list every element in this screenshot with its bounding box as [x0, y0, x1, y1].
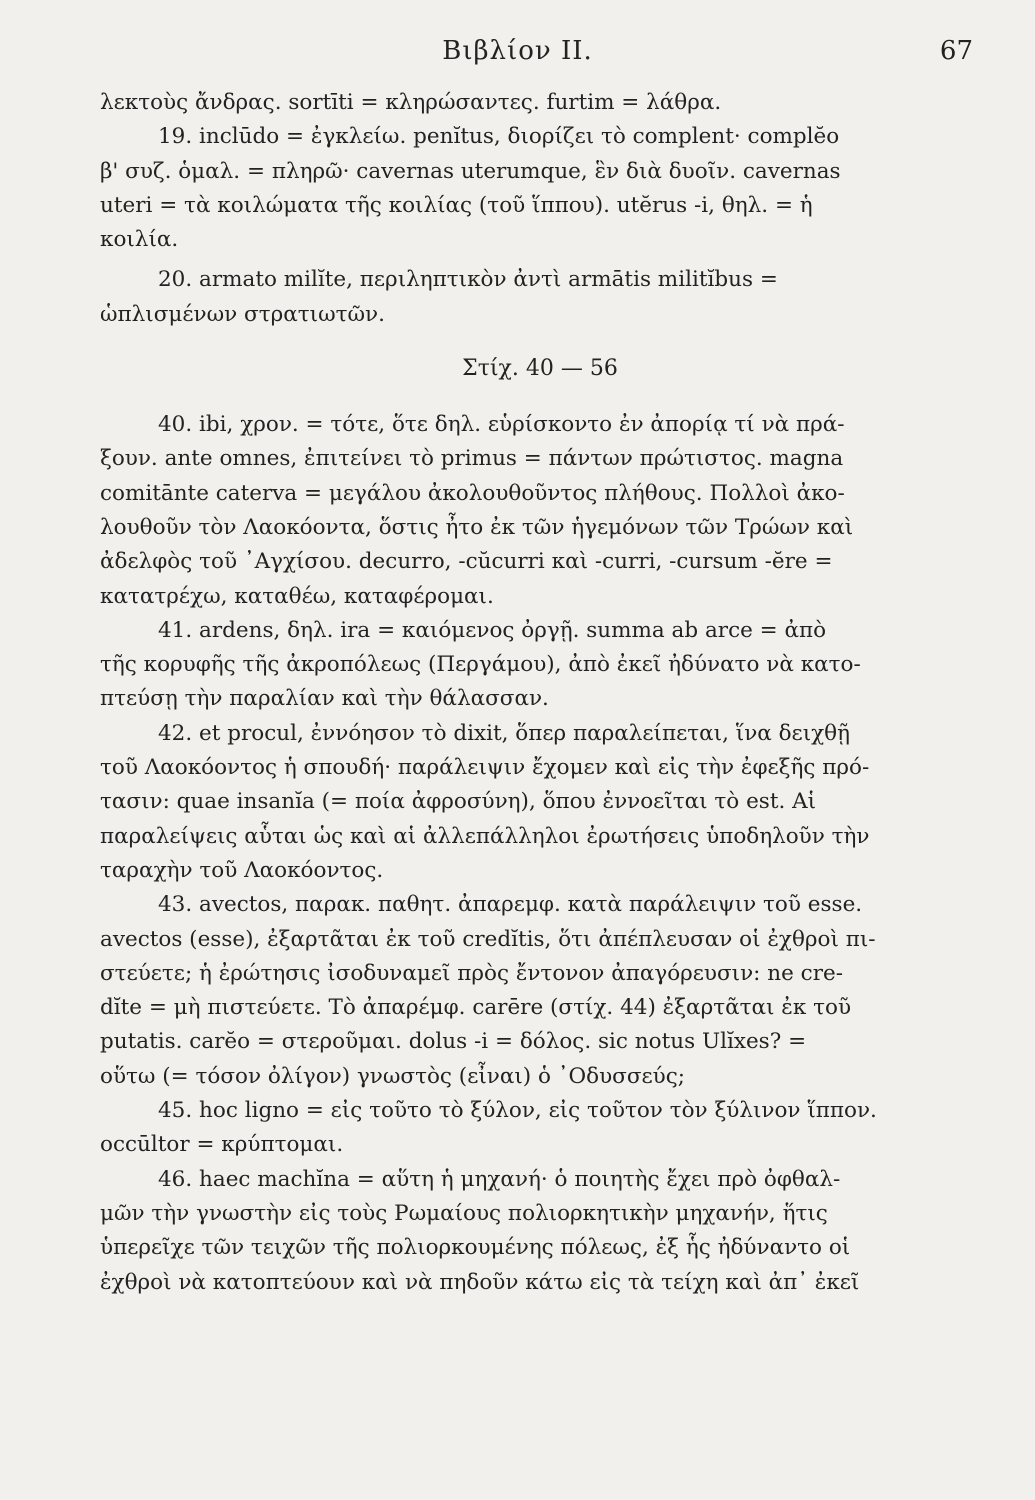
text-line: λουθοῦν τὸν Λαοκόοντα, ὅστις ἦτο ἐκ τῶν ἡγεμόνων τῶν Τρώων καὶ — [100, 514, 854, 540]
running-head — [0, 36, 1035, 76]
note-43-start: 43. avectos, παρακ. παθητ. ἀπαρεμφ. κατὰ παράλειψιν τοῦ esse. — [158, 892, 863, 918]
text-line: τοῦ Λαοκόοντος ἡ σπουδή· παράλειψιν ἔχομεν καὶ εἰς τὴν ἐφεξῆς πρό- — [100, 755, 870, 781]
text-line: ἀδελφὸς τοῦ ᾿Αγχίσου. decurro, -cŭcurri καὶ -curri, -cursum -ĕre = — [100, 549, 833, 575]
text-line: τῆς κορυφῆς τῆς ἀκροπόλεως (Περγάμου), ἀπὸ ἐκεῖ ἠδύνατο νὰ κατο- — [100, 652, 861, 678]
text-line: ξουν. ante omnes, ἐπιτείνει τὸ primus = πάντων πρώτιστος. magna — [100, 446, 844, 472]
text-line: putatis. carĕo = στεροῦμαι. dolus -i = δόλος. sic notus Ulĭxes? = — [100, 1029, 807, 1055]
page-number: 67 — [939, 36, 973, 66]
note-40-start: 40. ibi, χρον. = τότε, ὅτε δηλ. εὑρίσκοντο ἐν ἀπορίᾳ τί νὰ πρά- — [158, 412, 845, 438]
text-line: ἐχθροὶ νὰ κατοπτεύουν καὶ νὰ πηδοῦν κάτω εἰς τὰ τείχη καὶ ἀπ᾿ ἐκεῖ — [100, 1269, 860, 1295]
text-line: dĭte = μὴ πιστεύετε. Τὸ ἀπαρέμφ. carēre (στίχ. 44) ἐξαρτᾶται ἐκ τοῦ — [100, 995, 852, 1021]
text-line: uteri = τὰ κοιλώματα τῆς κοιλίας (τοῦ ἵππου). utĕrus -i, θηλ. = ἡ — [100, 192, 813, 218]
text-line: β' συζ. ὁμαλ. = πληρῶ· cavernas uterumque, ἓν διὰ δυοῖν. cavernas — [100, 158, 841, 184]
section-heading: Στίχ. 40 — 56 — [462, 356, 618, 382]
text-line: ὑπερεῖχε τῶν τειχῶν τῆς πολιορκουμένης πόλεως, ἐξ ἧς ἠδύναντο οἱ — [100, 1235, 851, 1261]
text-line: comitānte caterva = μεγάλου ἀκολουθοῦντος πλήθους. Πολλοὶ ἀκο- — [100, 480, 845, 506]
text-line: λεκτοὺς ἄνδρας. sortīti = κληρώσαντες. furtim = λάθρα. — [100, 90, 722, 115]
note-20-start: 20. armato milĭte, περιληπτικὸν ἀντὶ armātis militĭbus = — [158, 267, 778, 293]
text-line: κοιλία. — [100, 227, 179, 253]
text-line: κατατρέχω, καταθέω, καταφέρομαι. — [100, 583, 494, 609]
text-line: ταραχὴν τοῦ Λαοκόοντος. — [100, 857, 384, 883]
text-line: μῶν τὴν γνωστὴν εἰς τοὺς Ρωμαίους πολιορκητικὴν μηχανήν, ἥτις — [100, 1200, 828, 1226]
note-42-start: 42. et procul, ἐννόησον τὸ dixit, ὅπερ παραλείπεται, ἵνα δειχθῇ — [158, 720, 850, 746]
text-line: πτεύσῃ τὴν παραλίαν καὶ τὴν θάλασσαν. — [100, 686, 549, 712]
note-41-start: 41. ardens, δηλ. ira = καιόμενος ὀργῇ. summa ab arce = ἀπὸ — [158, 617, 827, 643]
running-title: Βιβλίον II. — [442, 36, 593, 66]
note-46-start: 46. haec machĭna = αὕτη ἡ μηχανή· ὁ ποιητὴς ἔχει πρὸ ὀφθαλ- — [158, 1166, 841, 1192]
commentary-text — [100, 86, 980, 1300]
text-line: τασιν: quae insanĭa (= ποία ἀφροσύνη), ὅπου ἐννοεῖται τὸ est. Αἱ — [100, 789, 817, 815]
text-line: avectos (esse), ἐξαρτᾶται ἐκ τοῦ credĭtis, ὅτι ἀπέπλευσαν οἱ ἐχθροὶ πι- — [100, 926, 876, 952]
note-19-start: 19. inclūdo = ἐγκλείω. penĭtus, διορίζει τὸ complent· complĕo — [158, 124, 840, 150]
text-line: στεύετε; ἡ ἐρώτησις ἰσοδυναμεῖ πρὸς ἔντονον ἀπαγόρευσιν: ne cre- — [100, 960, 843, 986]
note-45-start: 45. hoc ligno = εἰς τοῦτο τὸ ξύλον, εἰς τοῦτον τὸν ξύλινον ἵππον. — [158, 1098, 877, 1124]
text-line: οὕτω (= τόσον ὀλίγον) γνωστὸς (εἶναι) ὁ ᾿Οδυσσεύς; — [100, 1063, 686, 1089]
text-line: παραλείψεις αὗται ὡς καὶ αἱ ἀλλεπάλληλοι ἐρωτήσεις ὑποδηλοῦν τὴν — [100, 823, 870, 849]
text-line: ὡπλισμένων στρατιωτῶν. — [100, 301, 385, 327]
text-line: occūltor = κρύπτομαι. — [100, 1132, 344, 1158]
